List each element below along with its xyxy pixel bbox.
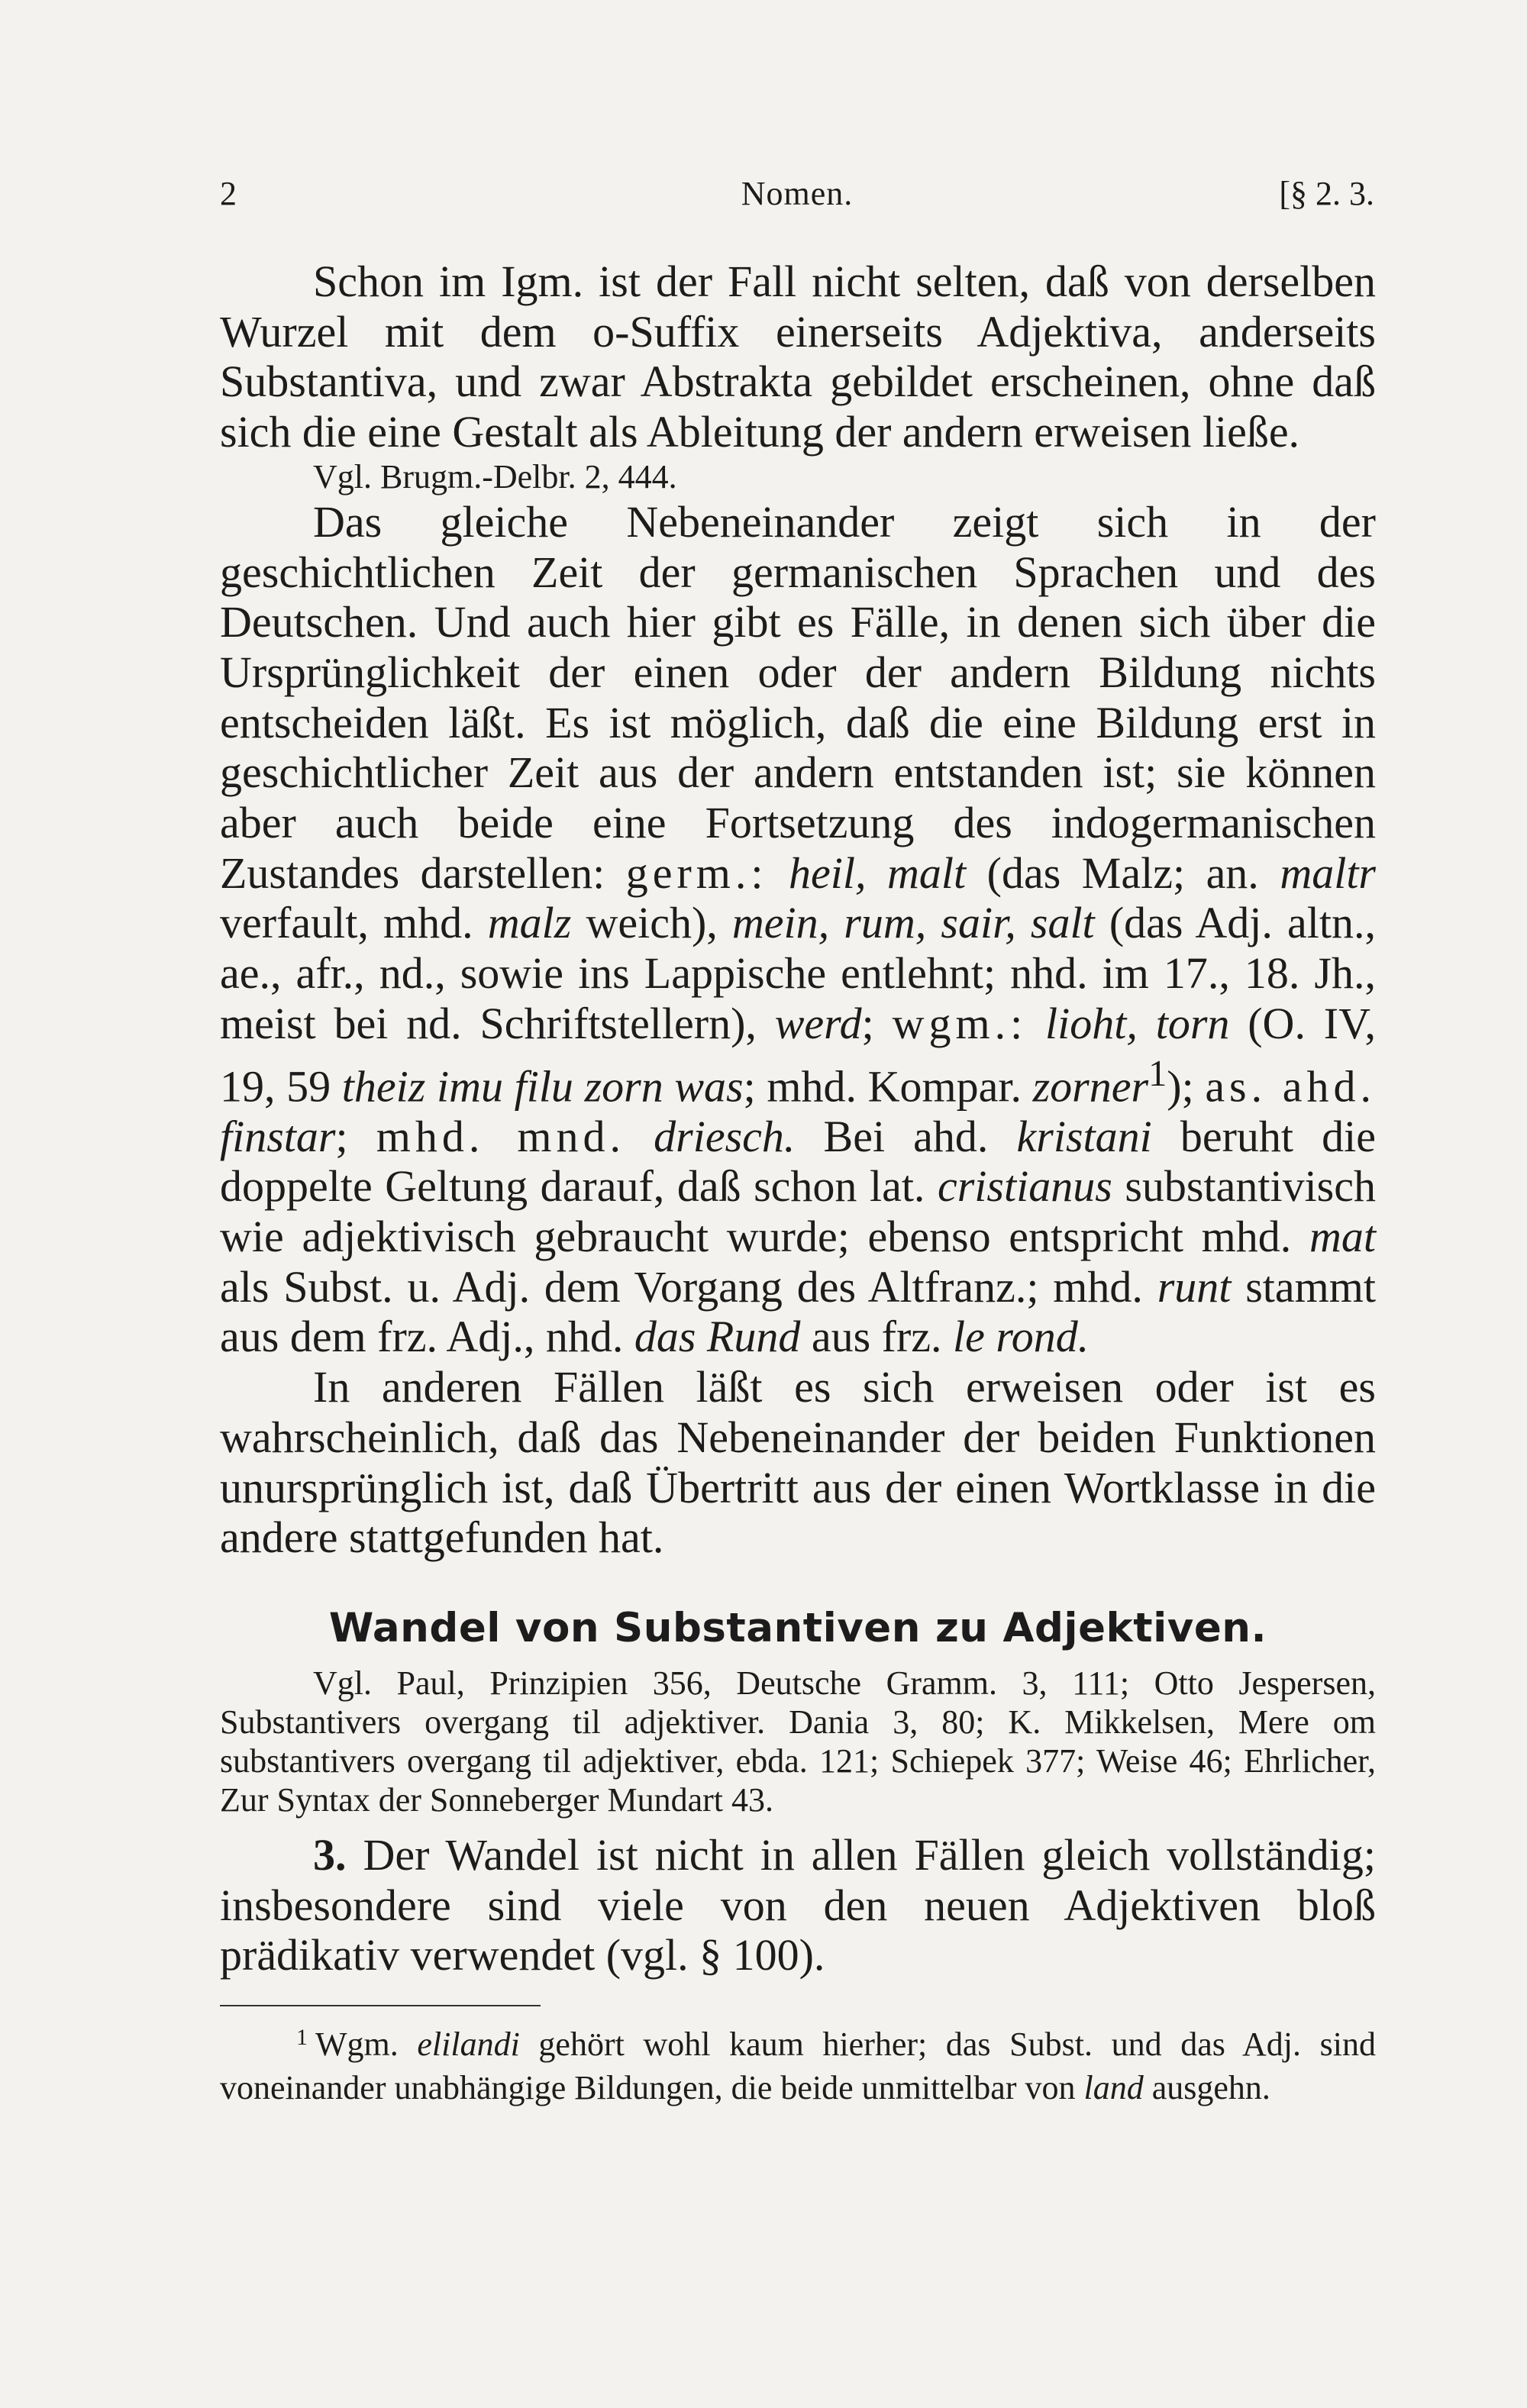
paragraph-1: Schon im Igm. ist der Fall nicht selten, daß von derselben Wurzel mit dem o-Suffix einerseits Adjektiva, anderseits Substantiva, und zwar Abstrakta gebildet erscheinen, ohne daß sich die eine Gestalt als Ableitung der andern erweisen ließe.: [220, 257, 1376, 457]
gloss-text: beruht die doppelte Geltung darauf, daß schon lat.: [220, 1111, 1377, 1212]
word-malt: malt: [887, 847, 967, 898]
word-das-rund: das Rund: [634, 1312, 801, 1362]
word-elilandi: elilandi: [417, 2025, 520, 2064]
words-mein-rum-sair-salt: mein, rum, sair, salt: [731, 898, 1095, 948]
gloss-text: (das Adj. altn., ae., afr., nd., sowie ins Lappische entlehnt; nhd. im 17., 18. Jh., meist bei nd. Schriftstellern),: [220, 898, 1376, 1048]
mhd-mnd-label: mhd. mnd.: [376, 1111, 626, 1161]
word-heil: heil,: [789, 847, 867, 898]
word-driesch: driesch.: [654, 1111, 796, 1161]
footnote-divider: [220, 2005, 541, 2006]
gloss-text: ; mhd. Kompar.: [743, 1060, 1033, 1111]
as-ahd-label: as. ahd.: [1205, 1060, 1377, 1111]
word-werd: werd: [774, 998, 862, 1048]
word-finstar: finstar: [220, 1111, 336, 1161]
word-kristani: kristani: [1016, 1111, 1152, 1161]
section-3-paragraph: [220, 1830, 1376, 1980]
words-lioht-torn: lioht, torn: [1045, 998, 1230, 1048]
footnote-text: gehört wohl kaum hierher; das Subst. und das Adj. sind voneinander unabhängige Bildungen, die beide unmittelbar von: [220, 2025, 1376, 2107]
word-cristianus: cristianus: [937, 1161, 1112, 1212]
gloss-text: verfault, mhd.: [220, 898, 488, 948]
word-le-rond: le rond.: [953, 1312, 1090, 1362]
word-land: land: [1083, 2069, 1144, 2107]
footnote-ref: 1: [1148, 1053, 1167, 1094]
footnote-marker: 1: [296, 2025, 308, 2051]
paragraph-2-intro: Das gleiche Nebeneinander zeigt sich in der geschichtlichen Zeit der germanischen Sprachen und des Deutschen. Und auch hier gibt es Fälle, in denen sich über die Ursprünglichkeit der einen oder der andern Bildung nichts entscheiden läßt. Es ist möglich, daß die eine Bildung erst in geschichtlicher Zeit aus der andern entstanden ist; sie können aber auch beide eine Fortsetzung des indogermanischen Zustandes darstellen:: [220, 496, 1376, 898]
gloss-text: weich),: [571, 898, 732, 948]
section-heading: Wandel von Substantiven zu Adjektiven.: [328, 1604, 1267, 1651]
gloss-text: als Subst. u. Adj. dem Vorgang des Altfranz.; mhd.: [220, 1261, 1157, 1312]
gloss-text: (das Malz; an.: [966, 847, 1280, 898]
footnote-text: Wgm.: [315, 2025, 418, 2064]
section-3-text: Der Wandel ist nicht in allen Fällen gleich vollständig; insbesondere sind viele von den neuen Adjektiven bloß prädikativ verwendet (vgl. § 100).: [220, 1829, 1376, 1980]
gloss-text: stammt aus dem frz. Adj., nhd.: [220, 1261, 1376, 1362]
word-zorner: zorner: [1032, 1060, 1149, 1111]
otfrid-quote: theiz imu filu zorn was: [341, 1060, 744, 1111]
page-number: 2: [220, 175, 237, 212]
word-maltr: maltr: [1280, 847, 1376, 898]
reference-brugmann: Vgl. Brugm.-Delbr. 2, 444.: [313, 457, 677, 495]
page-body: [220, 257, 1376, 2108]
word-mat: mat: [1309, 1211, 1376, 1261]
paragraph-3: In anderen Fällen läßt es sich erweisen oder ist es wahrscheinlich, daß das Nebeneinander der beiden Funktionen unursprünglich ist, daß Übertritt aus der einen Wortklasse in die andere stattgefunden hat.: [220, 1362, 1376, 1563]
running-title: Nomen.: [741, 175, 854, 212]
word-runt: runt: [1157, 1261, 1232, 1312]
running-header: [220, 174, 1374, 220]
word-malz: malz: [487, 898, 572, 948]
germ-label: germ.:: [625, 847, 768, 898]
section-3-number: 3.: [313, 1829, 347, 1880]
section-marker: [§ 2. 3.: [1279, 175, 1374, 212]
gloss-text: aus frz.: [800, 1312, 954, 1362]
literature-references: Vgl. Paul, Prinzipien 356, Deutsche Gramm. 3, 111; Otto Jespersen, Substantivers overgang til adjektiver. Dania 3, 80; K. Mikkelsen, Mere om substantivers overgang til adjektiver, ebda. 121; Schiepek 377; Weise 46; Ehrlicher, Zur Syntax der Sonneberger Mundart 43.: [220, 1664, 1376, 1819]
gloss-text: Bei ahd.: [795, 1111, 1017, 1161]
footnote: [220, 2025, 1376, 2108]
wgm-label: wgm.:: [892, 998, 1028, 1048]
paragraph-2: Das gleiche Nebeneinander zeigt sich in der geschichtlichen Zeit der germanischen Sprachen und des Deutschen. Und auch hier gibt es Fälle, in denen sich über die Ursprünglichkeit der einen oder der andern Bildung nichts entscheiden läßt. Es ist möglich, daß die eine Bildung erst in geschichtlicher Zeit aus der andern entstanden ist; sie können aber auch beide eine Fortsetzung des indogermanischen Zustandes darstellen: germ.: heil, malt (das Malz; an. maltr verfault, mhd. malz weich), mein, rum, sair, salt (das Adj. altn., ae., afr., nd., sowie ins Lappische entlehnt; nhd. im 17., 18. Jh., meist bei nd. Schriftstellern), werd; wgm.: lioht, torn (O. IV, 19, 59 theiz imu filu zorn was; mhd. Kompar. zorner$^1$); as. ahd. finstar; mhd. mnd. driesch. Bei ahd. kristani beruht die doppelte Geltung darauf, daß schon lat. cristianus substantivisch wie adjektivisch gebraucht wurde; ebenso entspricht mhd. mat als Subst. u. Adj. dem Vorgang des Altfranz.; mhd. runt stammt aus dem frz. Adj., nhd. das Rund aus frz. le rond.: [220, 496, 1377, 1362]
footnote-text: ausgehn.: [1143, 2069, 1270, 2107]
otfrid-reference: (O. IV, 19, 59: [220, 998, 1377, 1111]
gloss-text: substantivisch wie adjektivisch gebraucht wurde; ebenso entspricht mhd.: [220, 1161, 1376, 1261]
